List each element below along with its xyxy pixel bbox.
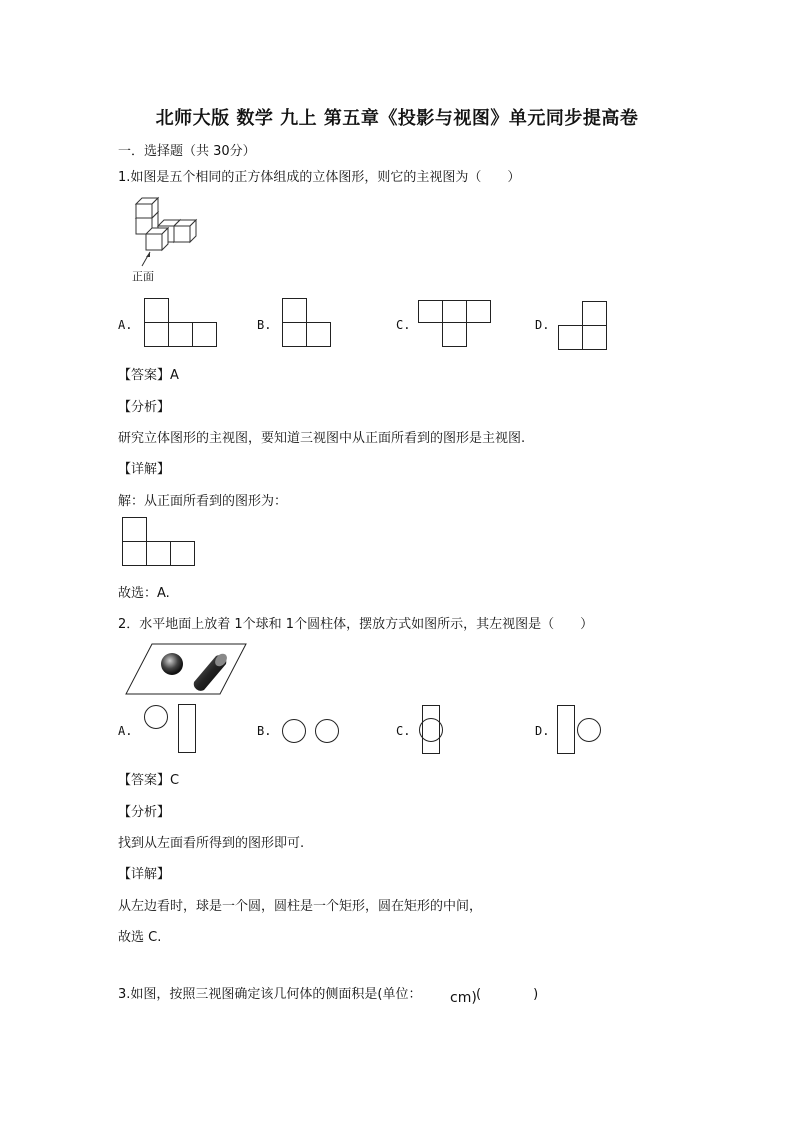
q2-option-c-figure bbox=[419, 705, 449, 757]
q1-answer-tag: 【答案】 bbox=[118, 368, 171, 383]
q1-analysis-text: 研究立体图形的主视图，要知道三视图中从正面所看到的图形是主视图. bbox=[118, 431, 526, 446]
q2-analysis-text: 找到从左面看所得到的图形即可. bbox=[118, 836, 305, 851]
q2-stem: 2．水平地面上放着 1个球和 1个圆柱体，摆放方式如图所示，其左视图是（ ） bbox=[118, 617, 594, 632]
q2-option-b-figure bbox=[282, 718, 342, 746]
q1-option-a-figure bbox=[144, 298, 218, 348]
q1-conclusion: 故选：A. bbox=[118, 586, 170, 601]
q2-ball-cylinder-figure bbox=[124, 642, 248, 696]
q2-answer-value: C bbox=[170, 773, 180, 788]
q2-option-d-label: D. bbox=[535, 724, 550, 738]
section-heading: 一．选择题（共 30分） bbox=[118, 144, 256, 159]
q2-option-d-figure bbox=[557, 705, 607, 757]
page-title: 北师大版 数学 九上 第五章《投影与视图》单元同步提高卷 bbox=[155, 108, 639, 129]
q1-option-c-label: C. bbox=[396, 318, 411, 332]
q3-answer-blank: ( ) bbox=[476, 987, 539, 1002]
q1-option-d-label: D. bbox=[535, 318, 550, 332]
q2-detail-text: 从左边看时，球是一个圆，圆柱是一个矩形，圆在矩形的中间， bbox=[118, 899, 483, 914]
q2-option-a-label: A. bbox=[118, 724, 133, 738]
q1-answer-row bbox=[118, 364, 179, 383]
q2-conclusion: 故选 C. bbox=[118, 930, 162, 945]
q1-option-b-figure bbox=[282, 298, 332, 348]
q1-answer-value: A bbox=[170, 368, 179, 383]
q1-option-d-figure bbox=[558, 301, 608, 351]
q1-stem: 1.如图是五个相同的正方体组成的立体图形，则它的主视图为（ ） bbox=[118, 170, 521, 185]
q2-option-a-figure bbox=[142, 704, 198, 754]
q1-option-c-figure bbox=[418, 300, 492, 350]
q2-answer-tag: 【答案】 bbox=[118, 773, 171, 788]
q2-option-b-label: B. bbox=[257, 724, 272, 738]
q2-answer-row bbox=[118, 769, 179, 788]
q1-option-b-label: B. bbox=[257, 318, 272, 332]
q1-detail-text: 解：从正面所看到的图形为： bbox=[118, 494, 288, 509]
q1-solution-figure bbox=[122, 516, 198, 568]
q3-unit: cm) bbox=[450, 990, 477, 1006]
q1-analysis-tag: 【分析】 bbox=[118, 400, 171, 415]
q2-analysis-tag: 【分析】 bbox=[118, 805, 171, 820]
q1-detail-tag: 【详解】 bbox=[118, 462, 171, 477]
q2-detail-tag: 【详解】 bbox=[118, 867, 171, 882]
q2-option-c-label: C. bbox=[396, 724, 411, 738]
q1-front-label: 正面 bbox=[132, 270, 154, 283]
q3-stem: 3.如图，按照三视图确定该几何体的侧面积是(单位： bbox=[118, 987, 422, 1002]
q1-option-a-label: A. bbox=[118, 318, 133, 332]
